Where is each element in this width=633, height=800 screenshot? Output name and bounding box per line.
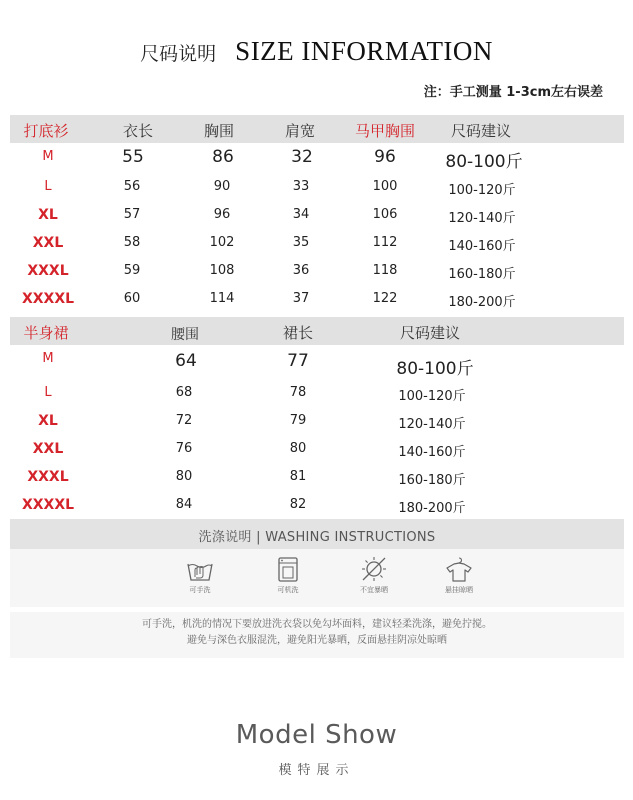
skirt-size-advice: 180-200斤 — [398, 501, 466, 516]
tops-chest: 96 — [213, 207, 231, 222]
skirt-header-category: 半身裙 — [23, 324, 69, 342]
tops-chest: 90 — [213, 179, 231, 194]
skirt-header-waist: 腰围 — [171, 327, 199, 343]
tops-row-m — [10, 142, 624, 170]
skirt-size-advice: 140-160斤 — [398, 445, 466, 460]
skirt-size: L — [44, 385, 52, 400]
tops-row-xxxxl — [10, 286, 624, 314]
tops-shoulder: 32 — [291, 147, 313, 167]
tops-row-xxl — [10, 230, 624, 258]
no-sun-dry-icon — [359, 555, 389, 583]
tops-length: 57 — [123, 207, 141, 222]
hang-dry-label: 悬挂晾晒 — [445, 586, 473, 594]
skirt-size-advice: 100-120斤 — [398, 389, 466, 404]
skirt-row-l — [10, 380, 624, 408]
tops-size: XXL — [32, 235, 64, 251]
tops-header-length: 衣长 — [122, 122, 154, 140]
skirt-size: XXXXL — [21, 497, 75, 513]
tops-table-header — [10, 115, 624, 143]
hand-wash-label: 可手洗 — [189, 586, 211, 594]
tops-shoulder: 36 — [292, 263, 310, 278]
machine-wash-label: 可机洗 — [277, 586, 299, 594]
washing-title: 洗涤说明 | WASHING INSTRUCTIONS — [198, 530, 436, 545]
tops-vest-chest: 112 — [372, 235, 398, 250]
skirt-size: XL — [38, 413, 58, 429]
machine-wash-item — [258, 555, 318, 595]
tops-chest: 86 — [212, 147, 234, 167]
tops-shoulder: 35 — [292, 235, 310, 250]
title-chinese: 尺码说明 — [140, 43, 217, 65]
tops-size-advice: 140-160斤 — [448, 239, 516, 254]
tops-size-advice: 160-180斤 — [448, 267, 516, 282]
machine-wash-icon — [273, 555, 303, 583]
skirt-length: 82 — [289, 497, 307, 512]
no-sun-dry-label: 不宜暴晒 — [360, 586, 388, 594]
skirt-size: XXXL — [27, 469, 69, 485]
washing-text-line-1: 可手洗，机洗的情况下要放进洗衣袋以免勾坏面料，建议轻柔洗涤，避免拧搅。 — [142, 619, 492, 630]
tops-vest-chest: 100 — [372, 179, 398, 194]
skirt-header-length: 裙长 — [282, 324, 314, 342]
tops-size: XXXXL — [21, 291, 75, 307]
hand-wash-icon — [185, 555, 215, 583]
tops-chest: 108 — [209, 263, 235, 278]
tops-size-advice: 80-100斤 — [445, 152, 523, 172]
tops-size: XXXL — [27, 263, 69, 279]
washing-description — [10, 612, 624, 658]
skirt-row-xxxl — [10, 464, 624, 492]
no-sun-dry-item — [344, 555, 404, 595]
skirt-header-size-advice: 尺码建议 — [399, 324, 461, 342]
tops-length: 58 — [123, 235, 141, 250]
tops-shoulder: 33 — [292, 179, 310, 194]
tops-size-advice: 180-200斤 — [448, 295, 516, 310]
tops-header-chest: 胸围 — [203, 122, 235, 140]
tops-chest: 102 — [209, 235, 235, 250]
skirt-row-xl — [10, 408, 624, 436]
skirt-waist: 68 — [175, 385, 193, 400]
tops-shoulder: 34 — [292, 207, 310, 222]
skirt-waist: 84 — [175, 497, 193, 512]
tops-shoulder: 37 — [292, 291, 310, 306]
skirt-row-xxl — [10, 436, 624, 464]
tops-vest-chest: 122 — [372, 291, 398, 306]
skirt-size-advice: 120-140斤 — [398, 417, 466, 432]
tops-row-xl — [10, 202, 624, 230]
tops-length: 59 — [123, 263, 141, 278]
skirt-size-advice: 160-180斤 — [398, 473, 466, 488]
tops-header-size-advice: 尺码建议 — [450, 122, 512, 140]
hang-dry-item — [429, 555, 489, 595]
tops-vest-chest: 96 — [374, 147, 396, 167]
tops-size: XL — [38, 207, 58, 223]
tops-size: M — [42, 149, 54, 164]
skirt-table-header — [10, 317, 624, 345]
washing-header — [10, 519, 624, 549]
tops-length: 60 — [123, 291, 141, 306]
tops-size-advice: 120-140斤 — [448, 211, 516, 226]
title-english: SIZE INFORMATION — [235, 36, 493, 66]
tops-size: L — [44, 179, 52, 194]
tops-size-advice: 100-120斤 — [448, 183, 516, 198]
skirt-waist: 72 — [175, 413, 193, 428]
tops-chest: 114 — [209, 291, 235, 306]
tops-vest-chest: 118 — [372, 263, 398, 278]
tops-length: 55 — [122, 147, 144, 167]
hang-dry-icon — [444, 555, 474, 583]
page-title — [0, 36, 633, 67]
tops-length: 56 — [123, 179, 141, 194]
tops-vest-chest: 106 — [372, 207, 398, 222]
model-show-subtitle: 模特展示 — [278, 763, 355, 778]
tops-header-category: 打底衫 — [23, 122, 69, 140]
skirt-length: 79 — [289, 413, 307, 428]
hand-wash-item — [170, 555, 230, 595]
tops-row-xxxl — [10, 258, 624, 286]
skirt-length: 77 — [287, 351, 309, 371]
tops-row-l — [10, 174, 624, 202]
skirt-size: XXL — [32, 441, 64, 457]
model-show-title: Model Show — [235, 720, 398, 750]
tops-header-shoulder: 肩宽 — [284, 122, 316, 140]
skirt-waist: 64 — [175, 351, 197, 371]
washing-icons — [10, 549, 624, 607]
skirt-row-m — [10, 346, 624, 379]
skirt-size-advice: 80-100斤 — [396, 359, 474, 379]
skirt-length: 81 — [289, 469, 307, 484]
skirt-size: M — [42, 351, 54, 366]
skirt-length: 78 — [289, 385, 307, 400]
skirt-row-xxxxl — [10, 492, 624, 520]
skirt-length: 80 — [289, 441, 307, 456]
washing-text-line-2: 避免与深色衣服混洗，避免阳光暴晒，反面悬挂阴凉处晾晒 — [187, 635, 447, 646]
tops-header-vest-chest: 马甲胸围 — [354, 122, 416, 140]
skirt-waist: 76 — [175, 441, 193, 456]
skirt-waist: 80 — [175, 469, 193, 484]
measurement-note: 注：手工测量 1-3cm左右误差 — [423, 85, 603, 100]
